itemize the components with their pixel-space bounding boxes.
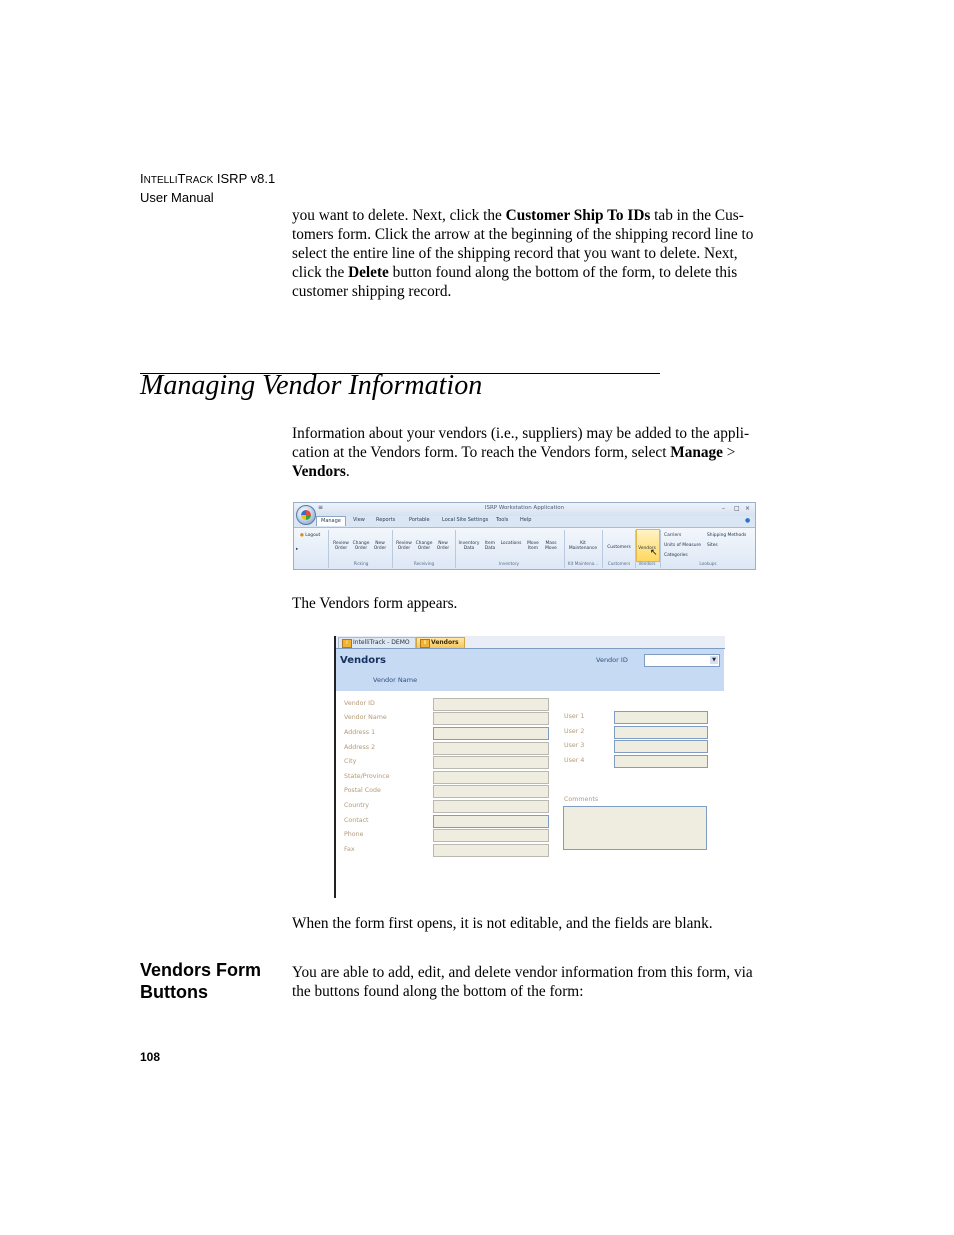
vendor-name-field[interactable] xyxy=(433,712,549,725)
tab-intellitrack-demo[interactable]: i IntelliTrack - DEMO xyxy=(338,637,416,648)
logout-icon: ● xyxy=(300,533,304,538)
label-address-1: Address 1 xyxy=(344,729,376,736)
vendors-form-appears-text: The Vendors form appears. xyxy=(292,595,458,612)
manual-subtitle: User Manual xyxy=(140,190,214,205)
restore-icon[interactable]: □ xyxy=(734,505,740,512)
user-4-field[interactable] xyxy=(614,755,708,768)
group-vendors: Vendors xyxy=(638,561,656,566)
units-of-measure-button[interactable]: Units of Measure xyxy=(664,543,701,548)
tab-portable[interactable]: Portable xyxy=(409,517,430,523)
text-run: . xyxy=(345,463,350,480)
state-province-field[interactable] xyxy=(433,771,549,784)
vendor-id-field[interactable] xyxy=(433,698,549,711)
group-receiving: Receiving xyxy=(413,561,435,566)
section-title: Managing Vendor Information xyxy=(140,370,483,401)
office-orb-icon[interactable] xyxy=(296,505,316,525)
move-item-button[interactable]: Move Item xyxy=(527,541,539,551)
locations-button[interactable]: Locations xyxy=(500,541,522,546)
label-vendor-id: Vendor ID xyxy=(344,700,375,707)
page-number: 108 xyxy=(140,1050,161,1064)
bold-term: Manage xyxy=(670,444,723,461)
ribbon-titlebar xyxy=(294,503,755,516)
label-state-province: State/Province xyxy=(344,773,390,780)
mass-move-button[interactable]: Mass Move xyxy=(545,541,557,551)
customers-button[interactable]: Customers xyxy=(607,545,631,550)
label-contact: Contact xyxy=(344,817,369,824)
carriers-button[interactable]: Carriers xyxy=(664,533,682,538)
close-icon[interactable]: × xyxy=(745,505,751,512)
subsection-title: Vendors Form Buttons xyxy=(140,960,262,1002)
label-postal-code: Postal Code xyxy=(344,787,381,794)
chevron-down-icon[interactable]: ▼ xyxy=(710,656,718,664)
review-order-receiving-button[interactable]: Review Order xyxy=(396,541,412,551)
vendor-id-lookup-label: Vendor ID xyxy=(596,656,628,664)
tab-help[interactable]: Help xyxy=(520,517,532,523)
intro-paragraph xyxy=(292,206,760,301)
text-run: button found along the bottom of the form, to delete this customer shipping record. xyxy=(292,264,738,300)
form-icon: i xyxy=(420,639,430,648)
bold-term: Customer Ship To IDs xyxy=(505,207,651,224)
group-kit-maintenance: Kit Maintena... xyxy=(567,561,599,566)
bold-term: Delete xyxy=(348,264,389,281)
change-order-receiving-button[interactable]: Change Order xyxy=(415,541,433,551)
collapse-arrow-icon[interactable]: ▸ xyxy=(296,547,299,552)
group-customers: Customers xyxy=(607,561,631,566)
running-header xyxy=(140,170,275,206)
vendors-button[interactable]: Vendors xyxy=(638,546,656,551)
quick-access-icon[interactable]: ≡ xyxy=(318,504,324,511)
new-order-button[interactable]: New Order xyxy=(373,541,387,551)
form-header xyxy=(336,649,724,691)
item-data-button[interactable]: Item Data xyxy=(484,541,496,551)
new-order-receiving-button[interactable]: New Order xyxy=(436,541,450,551)
minimize-icon[interactable]: – xyxy=(722,505,725,512)
user-3-field[interactable] xyxy=(614,740,708,753)
group-picking: Picking xyxy=(353,561,369,566)
group-lookups: Lookups xyxy=(699,561,717,566)
vendor-paragraph xyxy=(292,424,760,481)
user-1-field[interactable] xyxy=(614,711,708,724)
tab-manage[interactable]: Manage xyxy=(316,516,346,526)
label-user-3: User 3 xyxy=(564,742,585,749)
label-comments: Comments xyxy=(564,796,599,803)
phone-field[interactable] xyxy=(433,829,549,842)
label-city: City xyxy=(344,758,357,765)
text-run: tab in the Cus-tomers form. Click the arrow at the beginning of the shipping record line to select the entire line of the shipping record that you want to delete. Next, click the xyxy=(292,207,754,281)
logout-button[interactable]: ● Logout xyxy=(300,533,321,538)
tab-view[interactable]: View xyxy=(353,517,365,523)
label-phone: Phone xyxy=(344,831,364,838)
tab-vendors[interactable]: i Vendors xyxy=(416,637,465,648)
form-icon: i xyxy=(342,639,352,648)
label-country: Country xyxy=(344,802,370,809)
shipping-methods-button[interactable]: Shipping Methods xyxy=(707,533,747,538)
tab-tools[interactable]: Tools xyxy=(496,517,509,523)
form-title: Vendors xyxy=(340,655,387,666)
label-fax: Fax xyxy=(344,846,355,853)
user-2-field[interactable] xyxy=(614,726,708,739)
review-order-button[interactable]: Review Order xyxy=(333,541,349,551)
sites-button[interactable]: Sites xyxy=(707,543,718,548)
address-1-field[interactable] xyxy=(433,727,549,740)
vendor-name-header: Vendor Name xyxy=(373,676,418,684)
fax-field[interactable] xyxy=(433,844,549,857)
buttons-paragraph: You are able to add, edit, and delete vendor information from this form, via the buttons found along the bottom of the form: xyxy=(292,964,753,1000)
label-user-1: User 1 xyxy=(564,713,585,720)
text-run: > xyxy=(722,444,736,461)
comments-field[interactable] xyxy=(563,806,707,850)
group-inventory: Inventory xyxy=(498,561,519,566)
text-run: Information about your vendors (i.e., suppliers) may be added to the appli-cation at the Vendors form. To reach the Vendors form, select xyxy=(292,425,750,461)
mouse-pointer-icon: ↖ xyxy=(650,548,658,558)
inventory-data-button[interactable]: Inventory Data xyxy=(458,541,480,551)
label-user-2: User 2 xyxy=(564,728,585,735)
categories-button[interactable]: Categories xyxy=(664,553,688,558)
bold-term: Vendors xyxy=(292,463,346,480)
product-title: INTELLITRACK ISRP v8.1 xyxy=(140,171,276,186)
contact-field[interactable] xyxy=(433,815,549,828)
change-order-button[interactable]: Change Order xyxy=(352,541,370,551)
kit-maintenance-button[interactable]: Kit Maintenance xyxy=(568,541,598,551)
tab-reports[interactable]: Reports xyxy=(376,517,396,523)
text-run: you want to delete. Next, click the xyxy=(292,207,506,224)
tab-local-site-settings[interactable]: Local Site Settings xyxy=(442,517,489,523)
city-field[interactable] xyxy=(433,756,549,769)
help-icon[interactable]: ● xyxy=(745,517,751,524)
vendors-form-screenshot xyxy=(334,636,725,898)
form-note-text: When the form first opens, it is not editable, and the fields are blank. xyxy=(292,915,713,932)
country-field[interactable] xyxy=(433,800,549,813)
label-address-2: Address 2 xyxy=(344,744,376,751)
vendor-id-combo[interactable] xyxy=(644,654,720,667)
address-2-field[interactable] xyxy=(433,742,549,755)
label-vendor-name: Vendor Name xyxy=(344,714,387,721)
ribbon-screenshot xyxy=(293,502,756,570)
document-tabs xyxy=(336,636,725,649)
label-user-4: User 4 xyxy=(564,757,585,764)
ribbon-panel xyxy=(294,527,755,570)
postal-code-field[interactable] xyxy=(433,785,549,798)
window-title: ISRP Workstation Application xyxy=(484,505,565,511)
